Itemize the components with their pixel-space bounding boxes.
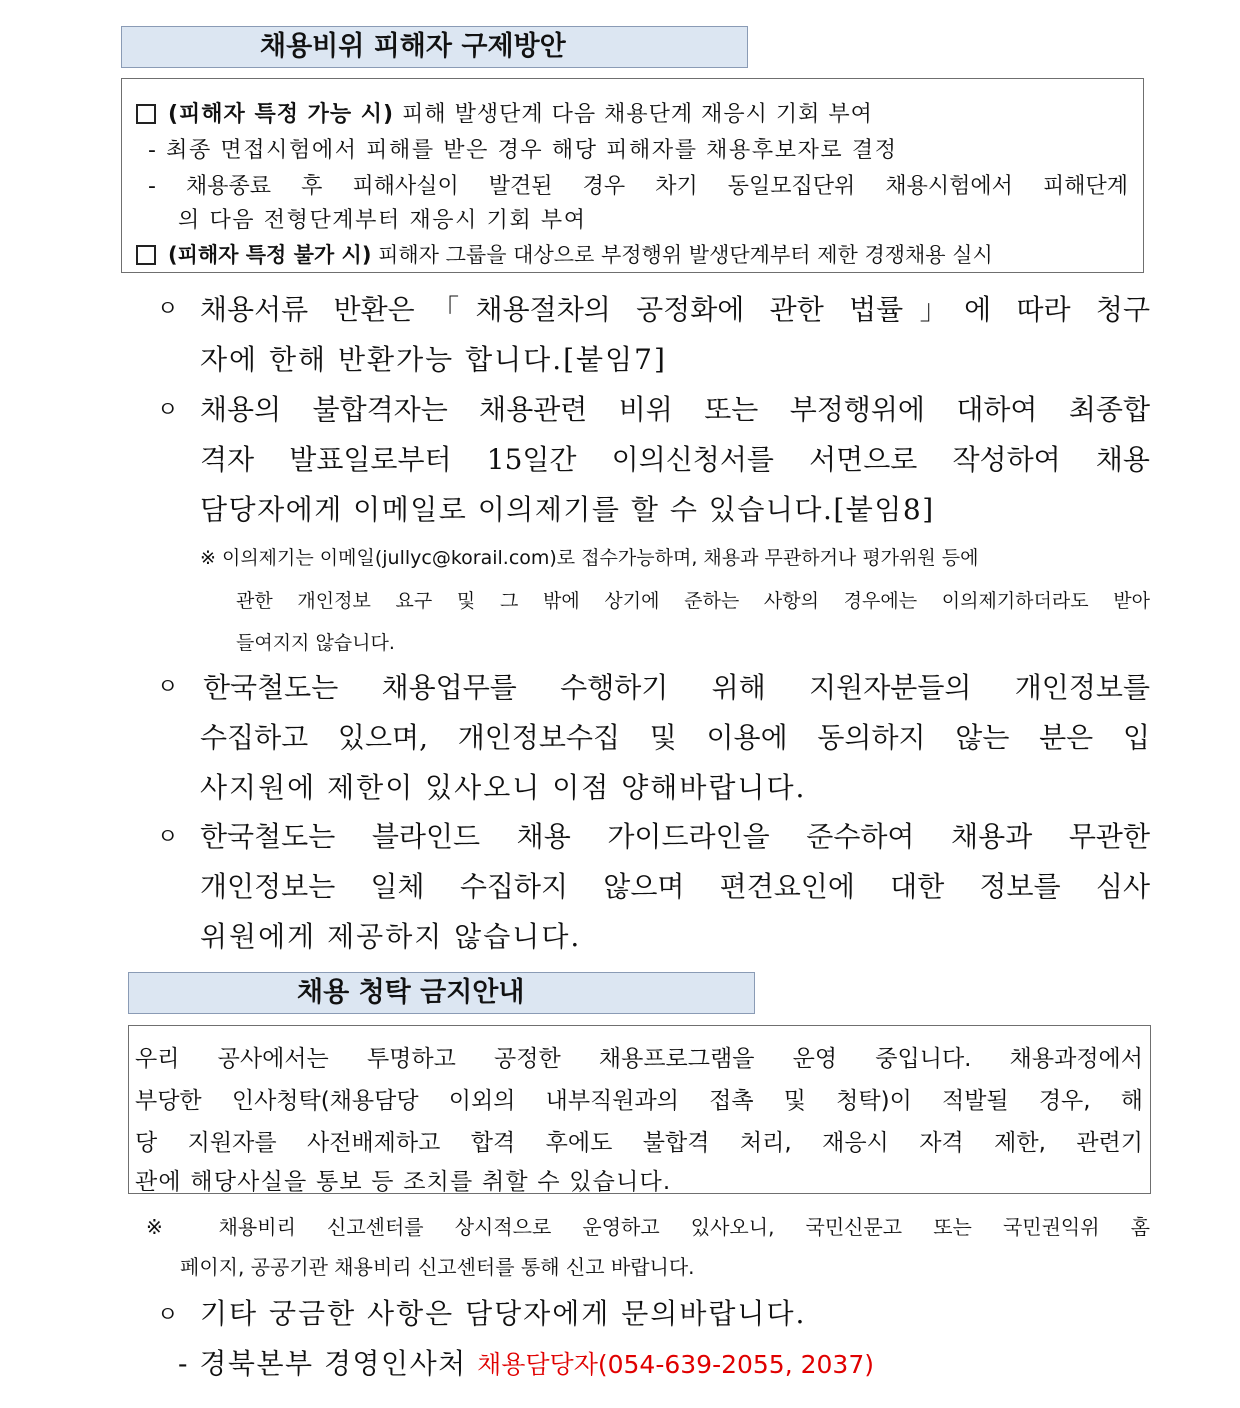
remedy-sub-2a: - 채용종료 후 피해사실이 발견된 경우 차기 동일모집단위 채용시험에서 피해단계 [148,174,1128,199]
report-note-line-2: 페이지, 공공기관 채용비리 신고센터를 통해 신고 바랍니다. [180,1255,695,1279]
notice-4-line-3: 위원에게 제공하지 않습니다. [200,920,582,953]
remedy-title: 채용비위 피해자 구제방안 [260,31,566,62]
notice-2-line-1: 채용의 불합격자는 채용관련 비위 또는 부정행위에 대하여 최종합 [200,393,1150,426]
remedy-item-1-bold: (피해자 특정 가능 시) [168,102,395,127]
notice-4-line-2: 개인정보는 일체 수집하지 않으며 편견요인에 대한 정보를 심사 [200,870,1150,903]
remedy-box [121,78,1144,273]
notice-2-line-3: 담당자에게 이메일로 이의제기를 할 수 있습니다.[붙임8] [200,493,935,526]
checkbox-icon [136,104,156,124]
remedy-sub-2b: 의 다음 전형단계부터 재응시 기회 부여 [178,208,587,233]
notice-note-line-2: 관한 개인정보 요구 및 그 밖에 상기에 준하는 사항의 경우에는 이의제기하더라도 받아 [236,590,1150,612]
notice-4-line-1: 한국철도는 블라인드 채용 가이드라인을 준수하여 채용과 무관한 [200,820,1150,853]
remedy-item-2-bold: (피해자 특정 불가 시) [168,243,372,267]
bullet-icon: ㅇ [157,1303,179,1328]
report-note-line-1: ※ 채용비리 신고센터를 상시적으로 운영하고 있사오니, 국민신문고 또는 국민권익위 홈 [146,1215,1151,1239]
solicit-heading [128,972,755,1014]
solicit-line-3: 당 지원자를 사전배제하고 합격 후에도 불합격 처리, 재응시 자격 제한, 관련기 [135,1130,1143,1156]
notice-3-line-2: 수집하고 있으며, 개인정보수집 및 이용에 동의하지 않는 분은 입 [200,721,1150,754]
solicit-box [128,1025,1151,1194]
remedy-item-1 [136,97,873,128]
contact-line: 기타 궁금한 사항은 담당자에게 문의바랍니다. [200,1297,807,1330]
bullet-icon: ㅇ [157,825,179,850]
notice-3-line-3: 사지원에 제한이 있사오니 이점 양해바랍니다. [200,771,807,804]
solicit-line-1: 우리 공사에서는 투명하고 공정한 채용프로그램을 운영 중입니다. 채용과정에서 [135,1046,1143,1072]
remedy-item-2-text: 피해자 그룹을 대상으로 부정행위 발생단계부터 제한 경쟁채용 실시 [371,243,993,267]
notice-1-line-2: 자에 한해 반환가능 합니다.[붙임7] [200,343,667,376]
remedy-sub-1: - 최종 면접시험에서 피해를 받은 경우 해당 피해자를 채용후보자로 결정 [148,138,898,163]
solicit-line-4: 관에 해당사실을 통보 등 조치를 취할 수 있습니다. [135,1169,672,1195]
notice-3-line-1: 한국철도는 채용업무를 수행하기 위해 지원자분들의 개인정보를 [203,671,1150,704]
remedy-heading [121,26,748,68]
remedy-item-2 [136,239,993,269]
bullet-icon: ㅇ [157,675,179,700]
notice-2-line-2: 격자 발표일로부터 15일간 이의신청서를 서면으로 작성하여 채용 [200,443,1150,476]
solicit-line-2: 부당한 인사청탁(채용담당 이외의 내부직원과의 접촉 및 청탁)이 적발될 경우, 해 [135,1088,1143,1114]
contact-dept: - 경북본부 경영인사처 [178,1347,478,1380]
solicit-title: 채용 청탁 금지안내 [297,977,525,1008]
bullet-icon: ㅇ [157,398,179,423]
notice-1-line-1: 채용서류 반환은「채용절차의 공정화에 관한 법률」에 따라 청구 [200,293,1150,326]
notice-note-line-3: 들여지지 않습니다. [236,632,395,654]
bullet-icon: ㅇ [157,297,179,322]
notice-note-line-1: ※ 이의제기는 이메일(jullyc@korail.com)로 접수가능하며, 채용과 무관하거나 평가위원 등에 [200,547,979,569]
remedy-item-1-text: 피해 발생단계 다음 채용단계 재응시 기회 부여 [394,102,873,127]
contact-detail [178,1342,874,1382]
contact-person: 채용담당자(054-639-2055, 2037) [477,1350,874,1379]
checkbox-icon [136,245,156,265]
